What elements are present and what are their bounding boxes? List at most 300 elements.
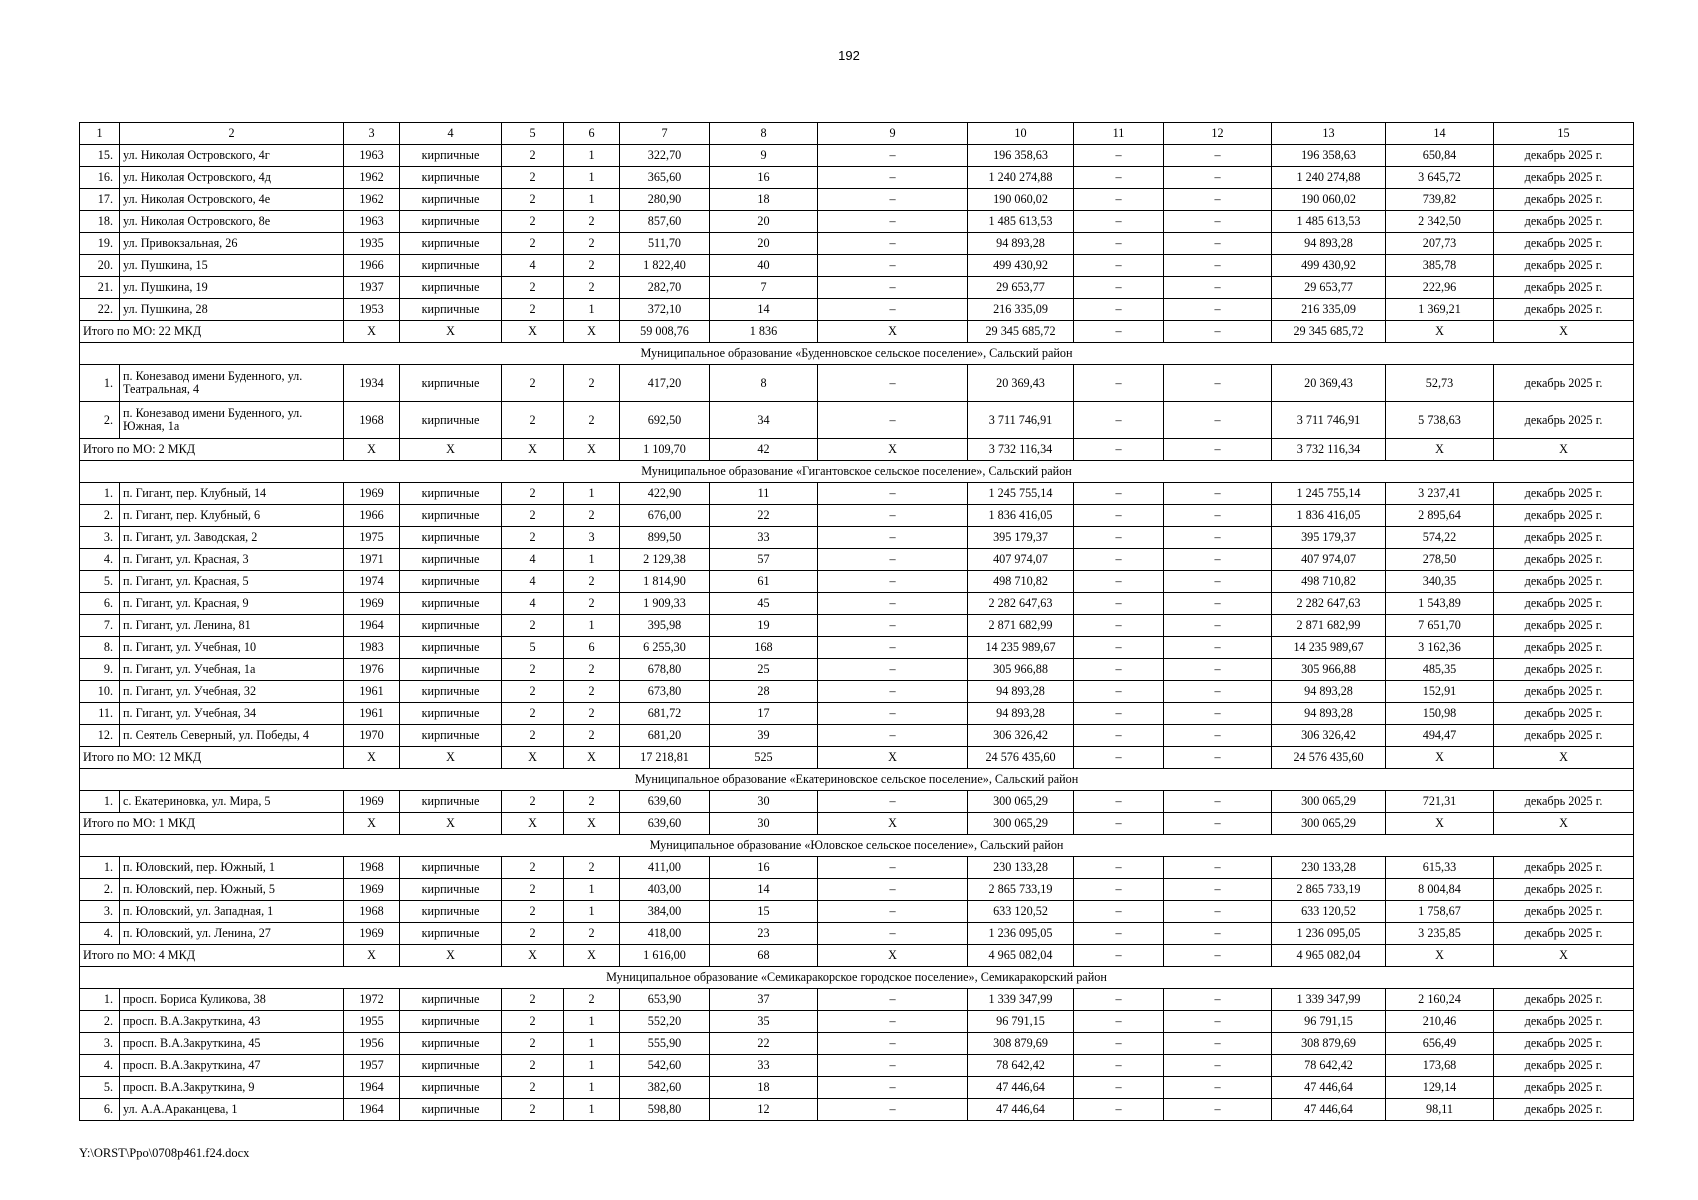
table-cell: – — [1164, 725, 1272, 747]
total-cell: – — [1164, 321, 1272, 343]
table-cell: 2 — [564, 791, 620, 813]
row-number: 3. — [80, 1033, 120, 1055]
table-cell: 615,33 — [1386, 857, 1494, 879]
table-cell: 11 — [710, 483, 818, 505]
table-cell: 656,49 — [1386, 1033, 1494, 1055]
table-cell: 2 895,64 — [1386, 505, 1494, 527]
table-cell: кирпичные — [400, 483, 502, 505]
table-row — [80, 879, 1634, 901]
table-cell: 422,90 — [620, 483, 710, 505]
table-cell: 2 — [564, 725, 620, 747]
table-cell: 16 — [710, 857, 818, 879]
table-cell: 678,80 — [620, 659, 710, 681]
table-cell: 18 — [710, 189, 818, 211]
table-cell: 653,90 — [620, 989, 710, 1011]
column-number: 6 — [564, 123, 620, 145]
table-cell: – — [1164, 402, 1272, 439]
table-cell: – — [818, 681, 968, 703]
table-cell: 9 — [710, 145, 818, 167]
table-cell: декабрь 2025 г. — [1494, 527, 1634, 549]
total-cell: X — [1494, 439, 1634, 461]
address-cell: п. Гигант, ул. Учебная, 1а — [120, 659, 344, 681]
table-cell: – — [1074, 167, 1164, 189]
address-cell: п. Гигант, ул. Заводская, 2 — [120, 527, 344, 549]
row-number: 3. — [80, 901, 120, 923]
table-cell: кирпичные — [400, 402, 502, 439]
table-cell: – — [818, 615, 968, 637]
table-cell: 22 — [710, 505, 818, 527]
table-row — [80, 637, 1634, 659]
table-cell: 1964 — [344, 615, 400, 637]
table-cell: – — [1164, 901, 1272, 923]
table-cell: декабрь 2025 г. — [1494, 791, 1634, 813]
table-cell: 681,72 — [620, 703, 710, 725]
table-cell: – — [1074, 145, 1164, 167]
total-cell: X — [1494, 813, 1634, 835]
table-cell: – — [1164, 211, 1272, 233]
column-number: 3 — [344, 123, 400, 145]
table-cell: 2 — [564, 681, 620, 703]
table-cell: кирпичные — [400, 1099, 502, 1121]
table-cell: 1957 — [344, 1055, 400, 1077]
table-cell: 2 — [564, 211, 620, 233]
table-cell: кирпичные — [400, 1055, 502, 1077]
table-cell: 2 — [564, 703, 620, 725]
table-cell: – — [818, 703, 968, 725]
table-cell: кирпичные — [400, 233, 502, 255]
table-cell: 1 543,89 — [1386, 593, 1494, 615]
table-cell: 94 893,28 — [1272, 703, 1386, 725]
total-label: Итого по МО: 1 МКД — [80, 813, 344, 835]
table-cell: 1 — [564, 1077, 620, 1099]
section-header-row — [80, 343, 1634, 365]
table-cell: – — [1074, 857, 1164, 879]
table-cell: 2 — [502, 703, 564, 725]
table-cell: 1 — [564, 189, 620, 211]
table-cell: 1 236 095,05 — [1272, 923, 1386, 945]
table-cell: – — [1164, 233, 1272, 255]
table-row — [80, 277, 1634, 299]
address-cell: просп. В.А.Закруткина, 45 — [120, 1033, 344, 1055]
table-cell: – — [1164, 1055, 1272, 1077]
total-cell: 300 065,29 — [1272, 813, 1386, 835]
total-cell: 1 109,70 — [620, 439, 710, 461]
table-cell: 407 974,07 — [1272, 549, 1386, 571]
table-cell: 8 004,84 — [1386, 879, 1494, 901]
table-cell: декабрь 2025 г. — [1494, 857, 1634, 879]
total-cell: X — [400, 945, 502, 967]
table-row — [80, 791, 1634, 813]
table-cell: 1969 — [344, 791, 400, 813]
column-number: 5 — [502, 123, 564, 145]
table-cell: декабрь 2025 г. — [1494, 703, 1634, 725]
row-number: 15. — [80, 145, 120, 167]
address-cell: ул. Николая Островского, 4д — [120, 167, 344, 189]
table-cell: декабрь 2025 г. — [1494, 879, 1634, 901]
table-cell: кирпичные — [400, 703, 502, 725]
section-title: Муниципальное образование «Буденновское сельское поселение», Сальский район — [80, 343, 1634, 365]
table-cell: 2 — [564, 989, 620, 1011]
table-cell: декабрь 2025 г. — [1494, 1011, 1634, 1033]
table-cell: 2 — [502, 145, 564, 167]
table-cell: – — [818, 189, 968, 211]
address-cell: ул. Пушкина, 19 — [120, 277, 344, 299]
total-row — [80, 321, 1634, 343]
table-cell: 676,00 — [620, 505, 710, 527]
table-cell: – — [818, 1011, 968, 1033]
address-cell: ул. Привокзальная, 26 — [120, 233, 344, 255]
table-cell: 3 162,36 — [1386, 637, 1494, 659]
table-row — [80, 703, 1634, 725]
table-cell: 2 — [502, 402, 564, 439]
table-cell: 1963 — [344, 145, 400, 167]
table-cell: – — [1074, 1033, 1164, 1055]
table-cell: 1 909,33 — [620, 593, 710, 615]
table-cell: 45 — [710, 593, 818, 615]
table-cell: 498 710,82 — [1272, 571, 1386, 593]
table-cell: – — [1074, 189, 1164, 211]
table-cell: – — [1074, 299, 1164, 321]
table-cell: 129,14 — [1386, 1077, 1494, 1099]
table-cell: 17 — [710, 703, 818, 725]
table-cell: кирпичные — [400, 211, 502, 233]
table-cell: – — [818, 145, 968, 167]
table-cell: 47 446,64 — [968, 1077, 1074, 1099]
table-cell: 385,78 — [1386, 255, 1494, 277]
table-cell: 1962 — [344, 189, 400, 211]
table-cell: – — [1164, 857, 1272, 879]
table-cell: кирпичные — [400, 1033, 502, 1055]
table-cell: – — [1074, 615, 1164, 637]
table-cell: – — [1074, 211, 1164, 233]
table-cell: – — [1074, 681, 1164, 703]
table-cell: 14 — [710, 299, 818, 321]
table-cell: – — [1164, 277, 1272, 299]
row-number: 1. — [80, 857, 120, 879]
table-cell: 2 — [502, 989, 564, 1011]
table-cell: – — [818, 483, 968, 505]
table-cell: – — [818, 211, 968, 233]
table-cell: – — [1164, 505, 1272, 527]
total-cell: 1 616,00 — [620, 945, 710, 967]
table-row — [80, 681, 1634, 703]
total-cell: 639,60 — [620, 813, 710, 835]
table-cell: 650,84 — [1386, 145, 1494, 167]
table-cell: кирпичные — [400, 505, 502, 527]
row-number: 8. — [80, 637, 120, 659]
table-cell: декабрь 2025 г. — [1494, 365, 1634, 402]
column-number: 13 — [1272, 123, 1386, 145]
table-cell: декабрь 2025 г. — [1494, 1099, 1634, 1121]
table-cell: – — [1164, 571, 1272, 593]
column-number: 10 — [968, 123, 1074, 145]
table-row — [80, 1055, 1634, 1077]
table-cell: – — [1074, 505, 1164, 527]
address-cell: п. Юловский, пер. Южный, 1 — [120, 857, 344, 879]
table-cell: 1968 — [344, 857, 400, 879]
table-cell: – — [818, 255, 968, 277]
table-cell: 33 — [710, 527, 818, 549]
table-cell: – — [1074, 277, 1164, 299]
table-cell: декабрь 2025 г. — [1494, 255, 1634, 277]
total-cell: X — [1494, 945, 1634, 967]
table-cell: – — [1164, 637, 1272, 659]
total-cell: X — [564, 439, 620, 461]
total-cell: X — [502, 945, 564, 967]
table-cell: – — [1074, 659, 1164, 681]
column-number: 9 — [818, 123, 968, 145]
table-cell: 322,70 — [620, 145, 710, 167]
table-cell: 1 — [564, 483, 620, 505]
table-cell: 2 — [564, 923, 620, 945]
total-cell: X — [1386, 439, 1494, 461]
table-cell: 2 — [502, 681, 564, 703]
table-row — [80, 659, 1634, 681]
table-cell: 2 — [502, 483, 564, 505]
table-cell: 1 — [564, 549, 620, 571]
table-row — [80, 483, 1634, 505]
table-cell: 1 245 755,14 — [968, 483, 1074, 505]
table-cell: 372,10 — [620, 299, 710, 321]
address-cell: п. Гигант, ул. Красная, 3 — [120, 549, 344, 571]
table-cell: 3 237,41 — [1386, 483, 1494, 505]
table-cell: 6 255,30 — [620, 637, 710, 659]
table-cell: 2 865 733,19 — [968, 879, 1074, 901]
table-cell: – — [818, 879, 968, 901]
table-cell: 2 871 682,99 — [968, 615, 1074, 637]
table-cell: 1 758,67 — [1386, 901, 1494, 923]
table-cell: 2 — [564, 593, 620, 615]
table-cell: 1 339 347,99 — [968, 989, 1074, 1011]
total-cell: X — [344, 439, 400, 461]
table-cell: кирпичные — [400, 593, 502, 615]
table-cell: декабрь 2025 г. — [1494, 402, 1634, 439]
table-cell: 2 — [502, 189, 564, 211]
column-number: 8 — [710, 123, 818, 145]
table-row — [80, 1099, 1634, 1121]
table-row — [80, 255, 1634, 277]
table-cell: 20 369,43 — [1272, 365, 1386, 402]
table-cell: кирпичные — [400, 637, 502, 659]
table-cell: – — [1074, 879, 1164, 901]
table-cell: 1963 — [344, 211, 400, 233]
table-cell: – — [1074, 1011, 1164, 1033]
row-number: 7. — [80, 615, 120, 637]
total-cell: X — [1494, 747, 1634, 769]
table-row — [80, 145, 1634, 167]
total-cell: 4 965 082,04 — [1272, 945, 1386, 967]
table-cell: кирпичные — [400, 299, 502, 321]
table-cell: 1 240 274,88 — [1272, 167, 1386, 189]
table-cell: 382,60 — [620, 1077, 710, 1099]
address-cell: п. Гигант, пер. Клубный, 14 — [120, 483, 344, 505]
table-cell: 692,50 — [620, 402, 710, 439]
table-cell: – — [1164, 1099, 1272, 1121]
address-cell: с. Екатериновка, ул. Мира, 5 — [120, 791, 344, 813]
total-cell: X — [818, 439, 968, 461]
table-cell: 8 — [710, 365, 818, 402]
table-cell: декабрь 2025 г. — [1494, 1033, 1634, 1055]
table-cell: 3 — [564, 527, 620, 549]
table-cell: 1964 — [344, 1099, 400, 1121]
row-number: 6. — [80, 593, 120, 615]
address-cell: просп. В.А.Закруткина, 43 — [120, 1011, 344, 1033]
table-cell: кирпичные — [400, 189, 502, 211]
table-cell: декабрь 2025 г. — [1494, 211, 1634, 233]
table-cell: 1 339 347,99 — [1272, 989, 1386, 1011]
table-cell: декабрь 2025 г. — [1494, 923, 1634, 945]
table-cell: 2 — [502, 211, 564, 233]
table-cell: – — [818, 593, 968, 615]
table-cell: кирпичные — [400, 527, 502, 549]
table-cell: – — [1164, 549, 1272, 571]
table-cell: 216 335,09 — [1272, 299, 1386, 321]
table-cell: кирпичные — [400, 571, 502, 593]
table-cell: 278,50 — [1386, 549, 1494, 571]
table-cell: 152,91 — [1386, 681, 1494, 703]
table-cell: 210,46 — [1386, 1011, 1494, 1033]
table-cell: 552,20 — [620, 1011, 710, 1033]
table-cell: 598,80 — [620, 1099, 710, 1121]
table-cell: 384,00 — [620, 901, 710, 923]
address-cell: ул. А.А.Араканцева, 1 — [120, 1099, 344, 1121]
total-cell: 59 008,76 — [620, 321, 710, 343]
table-cell: 94 893,28 — [1272, 233, 1386, 255]
table-cell: 40 — [710, 255, 818, 277]
total-cell: X — [1386, 945, 1494, 967]
table-cell: кирпичные — [400, 1077, 502, 1099]
column-number: 4 — [400, 123, 502, 145]
table-cell: – — [1074, 901, 1164, 923]
table-row — [80, 189, 1634, 211]
total-cell: X — [344, 945, 400, 967]
table-cell: 96 791,15 — [1272, 1011, 1386, 1033]
table-cell: 1 836 416,05 — [1272, 505, 1386, 527]
row-number: 2. — [80, 505, 120, 527]
table-cell: 2 — [502, 923, 564, 945]
table-cell: – — [1164, 483, 1272, 505]
address-cell: п. Гигант, ул. Ленина, 81 — [120, 615, 344, 637]
total-cell: – — [1074, 439, 1164, 461]
table-cell: 2 282 647,63 — [1272, 593, 1386, 615]
column-number-row — [80, 123, 1634, 145]
table-cell: 22 — [710, 1033, 818, 1055]
table-cell: – — [1164, 299, 1272, 321]
table-cell: 5 738,63 — [1386, 402, 1494, 439]
table-cell: 12 — [710, 1099, 818, 1121]
table-cell: 29 653,77 — [1272, 277, 1386, 299]
table-cell: – — [1164, 659, 1272, 681]
address-cell: п. Гигант, ул. Красная, 5 — [120, 571, 344, 593]
column-number: 12 — [1164, 123, 1272, 145]
table-cell: 78 642,42 — [1272, 1055, 1386, 1077]
table-cell: 37 — [710, 989, 818, 1011]
table-cell: 1972 — [344, 989, 400, 1011]
table-cell: – — [1164, 145, 1272, 167]
table-row — [80, 989, 1634, 1011]
table-cell: 2 282 647,63 — [968, 593, 1074, 615]
section-title: Муниципальное образование «Гигантовское сельское поселение», Сальский район — [80, 461, 1634, 483]
address-cell: п. Сеятель Северный, ул. Победы, 4 — [120, 725, 344, 747]
table-cell: 94 893,28 — [968, 681, 1074, 703]
table-cell: – — [818, 505, 968, 527]
table-cell: 94 893,28 — [968, 703, 1074, 725]
table-cell: 2 — [564, 233, 620, 255]
table-cell: 407 974,07 — [968, 549, 1074, 571]
table-cell: 1937 — [344, 277, 400, 299]
table-cell: 418,00 — [620, 923, 710, 945]
total-cell: X — [400, 321, 502, 343]
table-row — [80, 1011, 1634, 1033]
row-number: 2. — [80, 879, 120, 901]
address-cell: ул. Пушкина, 15 — [120, 255, 344, 277]
total-cell: 42 — [710, 439, 818, 461]
table-cell: 555,90 — [620, 1033, 710, 1055]
row-number: 16. — [80, 167, 120, 189]
total-cell: X — [818, 813, 968, 835]
table-cell: 14 235 989,67 — [1272, 637, 1386, 659]
total-cell: X — [818, 747, 968, 769]
table-cell: декабрь 2025 г. — [1494, 549, 1634, 571]
total-cell: X — [564, 813, 620, 835]
table-cell: 23 — [710, 923, 818, 945]
table-cell: 2 — [564, 255, 620, 277]
table-cell: кирпичные — [400, 365, 502, 402]
row-number: 4. — [80, 923, 120, 945]
table-cell: 2 — [564, 365, 620, 402]
table-cell: 14 235 989,67 — [968, 637, 1074, 659]
table-cell: 2 — [502, 1077, 564, 1099]
table-cell: 1 836 416,05 — [968, 505, 1074, 527]
table-cell: – — [1164, 1077, 1272, 1099]
total-row — [80, 945, 1634, 967]
row-number: 2. — [80, 402, 120, 439]
table-cell: 2 160,24 — [1386, 989, 1494, 1011]
table-row — [80, 901, 1634, 923]
table-cell: 1 240 274,88 — [968, 167, 1074, 189]
address-cell: ул. Пушкина, 28 — [120, 299, 344, 321]
total-cell: – — [1074, 945, 1164, 967]
table-cell: 2 871 682,99 — [1272, 615, 1386, 637]
table-cell: 542,60 — [620, 1055, 710, 1077]
table-cell: 52,73 — [1386, 365, 1494, 402]
table-cell: 1975 — [344, 527, 400, 549]
total-cell: X — [1386, 813, 1494, 835]
row-number: 1. — [80, 989, 120, 1011]
column-number: 14 — [1386, 123, 1494, 145]
table-cell: 2 — [502, 879, 564, 901]
row-number: 2. — [80, 1011, 120, 1033]
table-cell: – — [1164, 791, 1272, 813]
table-cell: 340,35 — [1386, 571, 1494, 593]
table-cell: 1 — [564, 1011, 620, 1033]
table-cell: 417,20 — [620, 365, 710, 402]
table-cell: 1976 — [344, 659, 400, 681]
table-cell: – — [1074, 527, 1164, 549]
total-cell: 3 732 116,34 — [1272, 439, 1386, 461]
table-cell: 365,60 — [620, 167, 710, 189]
table-cell: 1 — [564, 167, 620, 189]
table-cell: – — [1164, 365, 1272, 402]
address-cell: п. Гигант, ул. Учебная, 34 — [120, 703, 344, 725]
section-title: Муниципальное образование «Юловское сельское поселение», Сальский район — [80, 835, 1634, 857]
table-cell: декабрь 2025 г. — [1494, 145, 1634, 167]
table-cell: 2 — [564, 277, 620, 299]
table-cell: 305 966,88 — [968, 659, 1074, 681]
table-cell: – — [1164, 989, 1272, 1011]
table-cell: 20 369,43 — [968, 365, 1074, 402]
table-cell: 6 — [564, 637, 620, 659]
